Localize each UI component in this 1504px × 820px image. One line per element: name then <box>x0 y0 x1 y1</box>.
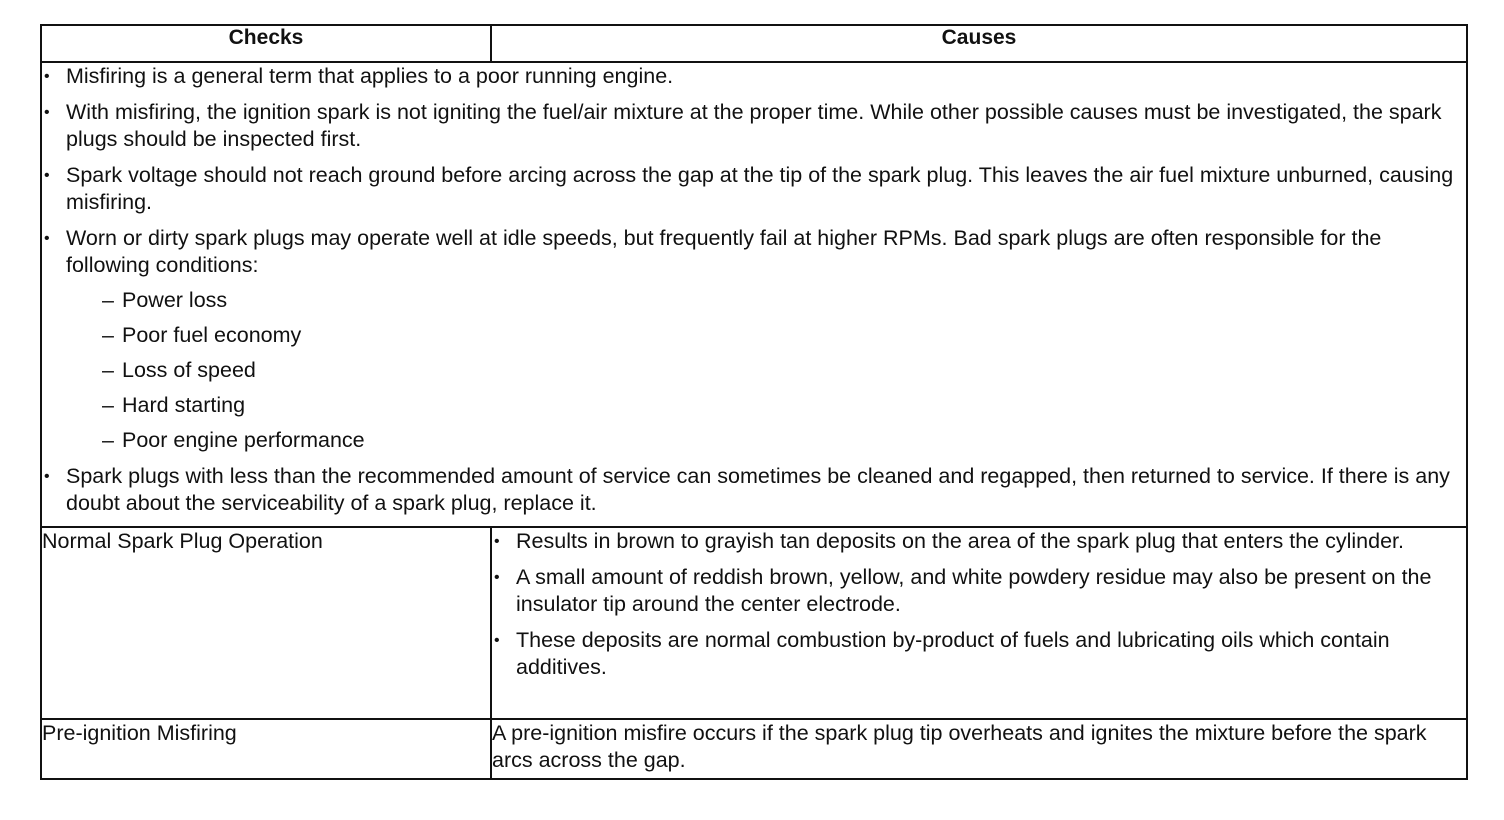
dash-marker: – <box>102 428 114 452</box>
condition-item <box>102 357 1466 384</box>
intro-bullet-with-conditions <box>42 225 1466 454</box>
condition-text: Poor engine performance <box>122 428 365 452</box>
intro-bullet: • Spark plugs with less than the recommended amount of service can sometimes be cleaned and regapped, then returned to service. If there is any doubt about the serviceability of a spark plug, replace it. <box>42 463 1466 517</box>
intro-bullet: • With misfiring, the ignition spark is not igniting the fuel/air mixture at the proper time. While other possible causes must be investigated, the spark plugs should be inspected first. <box>42 99 1466 153</box>
dash-marker: – <box>102 288 114 312</box>
condition-text: Loss of speed <box>122 358 256 382</box>
diagnostic-table <box>40 24 1468 780</box>
condition-item <box>102 427 1466 454</box>
causes-cell: A pre-ignition misfire occurs if the spark plug tip overheats and ignites the mixture before the spark arcs across the gap. <box>491 719 1467 779</box>
intro-cell <box>41 62 1467 527</box>
cause-bullet: • A small amount of reddish brown, yellow, and white powdery residue may also be present on the insulator tip around the center electrode. <box>492 564 1466 618</box>
header-causes: Causes <box>491 25 1467 62</box>
intro-row <box>41 62 1467 527</box>
header-checks: Checks <box>41 25 491 62</box>
condition-text: Hard starting <box>122 393 246 417</box>
intro-bullet: • Misfiring is a general term that applies to a poor running engine. <box>42 63 1466 90</box>
check-cell: Pre-ignition Misfiring <box>41 719 491 779</box>
condition-text: Poor fuel economy <box>122 323 302 347</box>
conditions-list <box>66 287 1466 454</box>
table-row <box>41 719 1467 779</box>
intro-bullet-text: Worn or dirty spark plugs may operate well at idle speeds, but frequently fail at higher RPMs. Bad spark plugs are often responsible for the following conditions: <box>66 226 1382 277</box>
condition-item <box>102 322 1466 349</box>
table-row <box>41 527 1467 719</box>
cause-bullet: • These deposits are normal combustion by-product of fuels and lubricating oils which contain additives. <box>492 627 1466 681</box>
check-cell: Normal Spark Plug Operation <box>41 527 491 719</box>
dash-marker: – <box>102 358 114 382</box>
causes-bullet-list <box>492 528 1466 681</box>
causes-cell <box>491 527 1467 719</box>
condition-item <box>102 287 1466 314</box>
intro-bullet-list <box>42 63 1466 517</box>
dash-marker: – <box>102 323 114 347</box>
condition-item <box>102 392 1466 419</box>
header-row <box>41 25 1467 62</box>
condition-text: Power loss <box>122 288 228 312</box>
intro-bullet: • Spark voltage should not reach ground before arcing across the gap at the tip of the spark plug. This leaves the air fuel mixture unburned, causing misfiring. <box>42 162 1466 216</box>
cause-bullet: • Results in brown to grayish tan deposits on the area of the spark plug that enters the cylinder. <box>492 528 1466 555</box>
dash-marker: – <box>102 393 114 417</box>
